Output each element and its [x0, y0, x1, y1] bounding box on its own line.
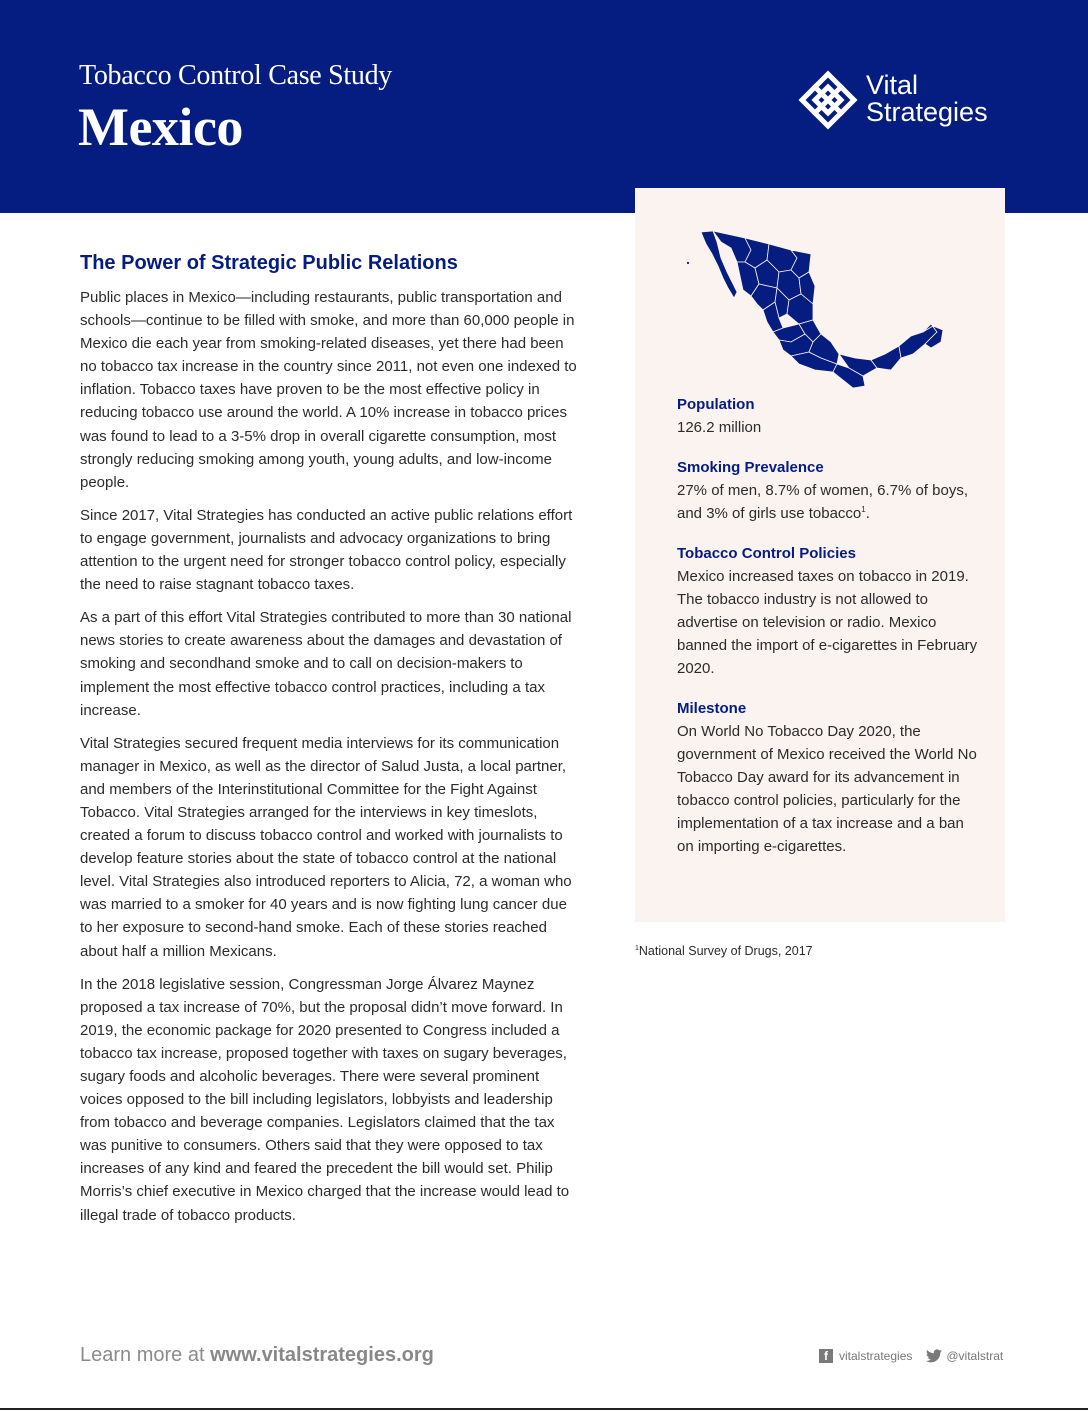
main-article [80, 250, 582, 1237]
paragraph: Vital Strategies secured frequent media interviews for its communication manager in Mexico, as well as the director of Salud Justa, a local partner, and members of the Interinstitutional Committee for the Fight Against Tobacco. Vital Strategies arranged for the interviews in key timeslots, created a forum to discuss tobacco control and worked with journalists to develop feature stories about the state of tobacco control at the national level. Vital Strategies also introduced reporters to Alicia, 72, a woman who was married to a smoker for 40 years and is now fighting lung cancer due to her exposure to second-hand smoke. Each of these stories reached about half a million Mexicans. [80, 734, 572, 960]
fact-body: 126.2 million [677, 419, 762, 436]
paragraph: As a part of this effort Vital Strategies contributed to more than 30 national news stories to create awareness about the damages and devastation of smoking and secondhand smoke and to call on decision-makers to implement the most effective tobacco control practices, including a tax increase. [80, 609, 572, 719]
fact-population [677, 393, 982, 439]
website-link[interactable]: www.vitalstrategies.org [210, 1344, 434, 1366]
logo-line-1: Vital [866, 70, 919, 100]
learn-more-prefix: Learn more at [80, 1344, 211, 1366]
fact-body-tail: . [865, 505, 870, 522]
footnote-ref: 1 [861, 505, 866, 514]
section-heading: The Power of Strategic Public Relations [80, 252, 458, 274]
document-kicker: Tobacco Control Case Study [79, 60, 392, 91]
vital-strategies-logo [796, 68, 1006, 132]
footnote [635, 944, 813, 958]
fact-body: On World No Tobacco Day 2020, the government of Mexico received the World No Tobacco Day award for its advancement in tobacco control policies, particularly for the implementation of a tax increase and a ban on importing e-cigarettes. [677, 723, 977, 855]
bottom-divider [0, 1408, 1088, 1410]
fact-smoking-prevalence [677, 456, 982, 525]
paragraph: Public places in Mexico—including restaurants, public transportation and schools—continue to be filled with smoke, and more than 60,000 people in Mexico die each year from smoking-related diseases, yet there had been no tobacco tax increase in the country since 2011, not even one indexed to inflation. Tobacco taxes have proven to be the most effective policy in reducing tobacco use around the world. A 10% increase in tobacco prices was found to lead to a 3-5% drop in overall cigarette consumption, most strongly reducing smoking among youth, young adults, and low-income people. [80, 289, 577, 491]
fact-heading: Population [677, 396, 755, 413]
facebook-handle[interactable]: vitalstrategies [839, 1349, 913, 1363]
fact-body: 27% of men, 8.7% of women, 6.7% of boys, and 3% of girls use tobacco [677, 482, 968, 522]
facebook-icon[interactable]: f [819, 1349, 833, 1363]
country-facts-panel [635, 188, 1005, 922]
footnote-mark: 1 [635, 944, 639, 952]
facts-list [677, 393, 982, 875]
fact-heading: Milestone [677, 700, 747, 717]
logo-line-2: Strategies [866, 97, 988, 127]
paragraph: Since 2017, Vital Strategies has conducted an active public relations effort to engage government, journalists and advocacy organizations to bring attention to the urgent need for stronger tobacco control policy, especially the need to raise stagnant tobacco taxes. [80, 506, 573, 594]
fact-heading: Smoking Prevalence [677, 459, 824, 476]
mexico-map-icon [687, 228, 945, 388]
paragraph: In the 2018 legislative session, Congressman Jorge Álvarez Maynez proposed a tax increase of 70%, but the proposal didn’t move forward. In 2019, the economic package for 2020 presented to Congress included a tobacco tax increase, proposed together with taxes on sugary beverages, sugary foods and alcoholic beverages. There were several prominent voices opposed to the bill including legislators, lobbyists and leadership from tobacco and beverage companies. Legislators claimed that the tax was punitive to consumers. Others said that they were opposed to tax increases of any kind and feared the precedent the bill would set. Philip Morris’s chief executive in Mexico charged that the increase would lead to illegal trade of tobacco products. [80, 975, 570, 1224]
logo-mark-icon [796, 68, 860, 132]
twitter-icon[interactable] [926, 1349, 942, 1363]
fact-heading: Tobacco Control Policies [677, 545, 856, 562]
twitter-handle[interactable]: @vitalstrat [946, 1349, 1004, 1363]
document-title: Mexico [78, 97, 243, 157]
footnote-text: National Survey of Drugs, 2017 [638, 944, 813, 958]
fact-tobacco-control-policies [677, 542, 982, 680]
fact-body-wrap [677, 479, 982, 525]
fact-body: Mexico increased taxes on tobacco in 2019. The tobacco industry is not allowed to advertise on television or radio. Mexico banned the import of e-cigarettes in February 2020. [677, 568, 978, 677]
fact-milestone [677, 697, 982, 858]
social-links [819, 1349, 1003, 1363]
header-banner [0, 0, 1088, 213]
learn-more [80, 1344, 434, 1367]
logo-wordmark [866, 72, 988, 126]
